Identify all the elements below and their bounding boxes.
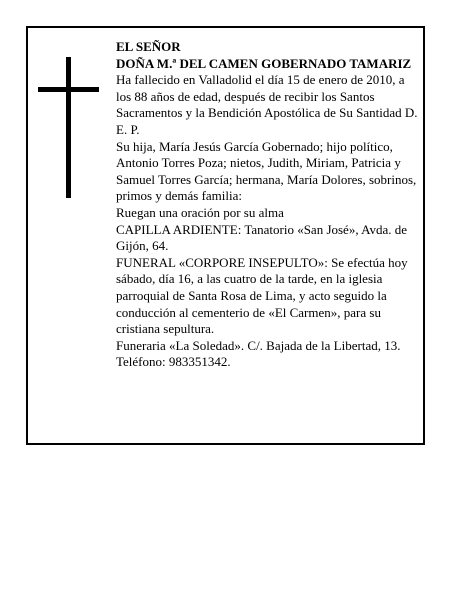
cross-horizontal-bar	[38, 87, 99, 92]
death-announcement: Ha fallecido en Valladolid el día 15 de enero de 2010, a los 88 años de edad, después de recibir los Santos Sacramentos y la Bendición Apostólica de Su Santidad D. E. P.	[116, 72, 418, 137]
wake-location: CAPILLA ARDIENTE: Tanatorio «San José», Avda. de Gijón, 64.	[116, 221, 408, 254]
notice-text-block	[116, 39, 421, 371]
cross-vertical-bar	[66, 57, 71, 198]
notice-title: EL SEÑOR	[116, 39, 181, 54]
funeral-details: FUNERAL «CORPORE INSEPULTO»: Se efectúa hoy sábado, día 16, a las cuatro de la tarde, en la iglesia parroquial de Santa Rosa de Lima, y acto seguido la conducción al cementerio de «El Carmen», para su cristiana sepultura.	[116, 254, 408, 337]
deceased-name: DOÑA M.ª DEL CAMEN GOBERNADO TAMARIZ	[116, 55, 412, 71]
obituary-notice	[26, 26, 425, 445]
funeral-home-contact: Funeraria «La Soledad». C/. Bajada de la Libertad, 13. Teléfono: 983351342.	[116, 337, 401, 370]
prayer-request: Ruegan una oración por su alma	[116, 204, 284, 220]
family-list: Su hija, María Jesús García Gobernado; hijo político, Antonio Torres Poza; nietos, Judith, Miriam, Patricia y Samuel Torres García; hermana, María Dolores, sobrinos, primos y demás familia:	[116, 138, 417, 204]
